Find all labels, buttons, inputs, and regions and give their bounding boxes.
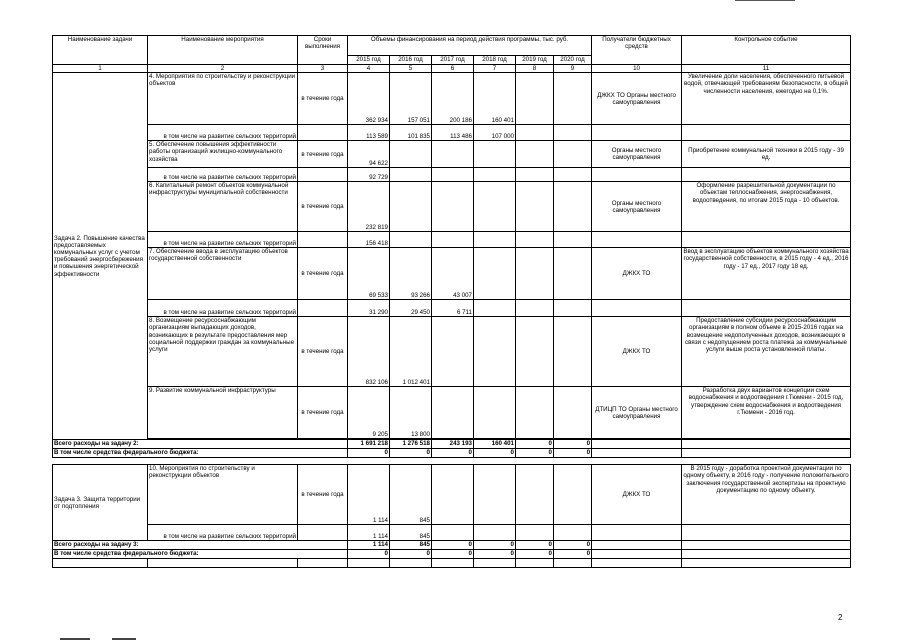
header-recipients: Получатели бюджетных средств [592, 36, 682, 65]
header-year: 2018 год [474, 56, 516, 65]
activity-4-2016: 157 051 [390, 73, 432, 125]
task-3-name: Задача 3. Защита территории от подтопления [53, 465, 148, 541]
task-2-total-2017: 243 193 [432, 440, 474, 449]
activity-5-term: в течение года [298, 141, 348, 168]
column-number: 11 [682, 65, 851, 73]
task-2-federal-2018: 0 [474, 449, 516, 458]
activity-4-rural-label: в том числе на развитие сельских территорий [148, 125, 298, 141]
header-activity: Наименование мероприятия [148, 36, 298, 65]
activity-10-2016: 845 [390, 465, 432, 525]
header-year: 2015 год [348, 56, 390, 65]
activity-4-rural-2015: 113 589 [348, 125, 390, 141]
activity-9-2016: 13 800 [390, 387, 432, 439]
task-2-total-2015: 1 691 218 [348, 440, 390, 449]
activity-8-event: Предоставление субсидии ресурсоснабжающим организациям в полном объеме в 2015-2016 годах на возмещение недополученных доходов, возникающих в связи с недопущением роста платежа за коммунальные услуги выше роста установленной платы. [682, 317, 851, 387]
header-year: 2020 год [554, 56, 592, 65]
activity-4-event: Увеличение доли населения, обеспеченного питьевой водой, отвечающей требованиям безопасности, в общей численности населения, ежегодно на 0,1%. [682, 73, 851, 125]
activity-8-recipient: ДЖКХ ТО [592, 317, 682, 387]
task-2-federal-2020: 0 [554, 449, 592, 458]
activity-7-recipient: ДЖКХ ТО [592, 248, 682, 300]
header-event: Контрольное событие [682, 36, 851, 65]
activity-4-rural-2018: 107 000 [474, 125, 516, 141]
header-year: 2016 год [390, 56, 432, 65]
task-3-federal-2017: 0 [432, 550, 474, 559]
top-edge-mark [735, 0, 795, 1]
header-year: 2019 год [516, 56, 554, 65]
activity-7-rural-2017: 6 711 [432, 300, 474, 317]
activity-4-name: 4. Мероприятия по строительству и реконструкции объектов [148, 73, 298, 125]
activity-9-recipient: ДТИЦП ТО Органы местного самоуправления [592, 387, 682, 439]
activity-10-rural-2015: 1 114 [348, 525, 390, 541]
funding-table [52, 35, 851, 568]
task-3-federal-2015: 0 [348, 550, 390, 559]
activity-6-term: в течение года [298, 182, 348, 232]
activity-10-rural-label: в том числе на развитие сельских территорий [148, 525, 298, 541]
task-2-federal-2019: 0 [516, 449, 554, 458]
activity-10-event: В 2015 году - доработка проектной документации по одному объекту, в 2016 году - получение положительного заключения государственной экспертизы на проектную документацию по одному объекту. [682, 465, 851, 525]
activity-6-recipient: Органы местного самоуправления [592, 182, 682, 232]
separator-row [53, 458, 851, 465]
task-2-federal-2015: 0 [348, 449, 390, 458]
header-funding: Объемы финансирования на период действия программы, тыс. руб. [348, 36, 592, 56]
column-number: 4 [348, 65, 390, 73]
task-2-name: Задача 2. Повышение качества предоставляемых коммунальных услуг с учетом требований энергосбережения и повышения энергетической эффективности [53, 73, 148, 440]
activity-6-rural-label: в том числе на развитие сельских территорий [148, 232, 298, 248]
activity-6-rural-2015: 156 418 [348, 232, 390, 248]
activity-8-2015: 832 106 [348, 317, 390, 387]
header-task: Наименование задачи [53, 36, 148, 65]
activity-4-2015: 362 934 [348, 73, 390, 125]
activity-8-name: 8. Возмещение ресурсоснабжающим организациям выпадающих доходов, возникающих в результате предоставления мер социальной поддержки граждан за коммунальные услуги [148, 317, 298, 387]
header-term: Сроки выполнения [298, 36, 348, 65]
activity-9-term: в течение года [298, 387, 348, 439]
column-number: 3 [298, 65, 348, 73]
activity-6-name: 6. Капитальный ремонт объектов коммунальной инфраструктуры муниципальной собственности [148, 182, 298, 232]
activity-4-rural-2016: 101 835 [390, 125, 432, 141]
activity-10-recipient: ДЖКХ ТО [592, 465, 682, 525]
column-number: 9 [554, 65, 592, 73]
task-3-total-2018: 0 [474, 541, 516, 550]
activity-10-name: 10. Мероприятия по строительству и реконструкции объектов [148, 465, 298, 525]
activity-5-rural-2015: 92 729 [348, 168, 390, 182]
task-2-total-2020: 0 [554, 440, 592, 449]
column-number: 6 [432, 65, 474, 73]
task-3-total-2020: 0 [554, 541, 592, 550]
task-2-total-label: Всего расходы на задачу 2: [53, 440, 348, 449]
activity-7-term: в течение года [298, 248, 348, 300]
task-2-total-2016: 1 276 518 [390, 440, 432, 449]
task-3-total-2017: 0 [432, 541, 474, 550]
column-number: 7 [474, 65, 516, 73]
activity-4-rural-2017: 113 486 [432, 125, 474, 141]
task-2-total-2018: 160 401 [474, 440, 516, 449]
activity-5-name: 5. Обеспечение повышения эффективности работы организаций жилищно-коммунального хозяйства [148, 141, 298, 168]
activity-7-event: Ввод в эксплуатацию объектов коммунального хозяйства государственной собственности, в 2015 году - 4 ед., 2016 году - 17 ед., 2017 году 18 ед. [682, 248, 851, 300]
activity-7-rural-label: в том числе на развитие сельских территорий [148, 300, 298, 317]
activity-10-rural-2016: 845 [390, 525, 432, 541]
activity-6-event: Оформление разрешительной документации по объектам теплоснабжения, энергоснабжения, водоотведения, по итогам 2015 года - 10 объектов. [682, 182, 851, 232]
task-3-total-2016: 845 [390, 541, 432, 550]
column-number: 1 [53, 65, 148, 73]
activity-9-name: 9. Развитие коммунальной инфраструктуры [148, 387, 298, 439]
activity-7-2017: 43 007 [432, 248, 474, 300]
activity-7-name: 7. Обеспечение ввода в эксплуатацию объектов государственной собственности [148, 248, 298, 300]
task-3-federal-2019: 0 [516, 550, 554, 559]
column-number: 5 [390, 65, 432, 73]
activity-4-2017: 200 186 [432, 73, 474, 125]
activity-8-2016: 1 012 401 [390, 317, 432, 387]
task-2-federal-2016: 0 [390, 449, 432, 458]
column-number: 2 [148, 65, 298, 73]
task-2-federal-2017: 0 [432, 449, 474, 458]
task-3-federal-2020: 0 [554, 550, 592, 559]
task-2-total-2019: 0 [516, 440, 554, 449]
activity-4-recipient: ДЖКХ ТО Органы местного самоуправления [592, 73, 682, 125]
task-3-total-2019: 0 [516, 541, 554, 550]
activity-4-term: в течение года [298, 73, 348, 125]
activity-5-recipient: Органы местного самоуправления [592, 141, 682, 168]
column-number: 10 [592, 65, 682, 73]
activity-7-rural-2015: 31 290 [348, 300, 390, 317]
task-3-federal-label: В том числе средства федерального бюджета: [53, 550, 348, 559]
activity-4-2018: 160 401 [474, 73, 516, 125]
activity-10-term: в течение года [298, 465, 348, 525]
activity-7-2016: 93 266 [390, 248, 432, 300]
task-3-federal-2016: 0 [390, 550, 432, 559]
activity-8-term: в течение года [298, 317, 348, 387]
activity-5-event: Приобретение коммунальной техники в 2015 году - 39 ед. [682, 141, 851, 168]
activity-9-event: Разработка двух вариантов концепции схем водоснабжения и водоотведения г.Тюмени - 2015 год, утверждение схем водоснабжения и водоотведения г.Тюмени - 2016 год. [682, 387, 851, 439]
activity-9-2015: 9 205 [348, 387, 390, 439]
activity-7-rural-2016: 29 450 [390, 300, 432, 317]
activity-5-rural-label: в том числе на развитие сельских территорий [148, 168, 298, 182]
header-year: 2017 год [432, 56, 474, 65]
task-3-federal-2018: 0 [474, 550, 516, 559]
task-2-federal-label: В том числе средства федерального бюджета: [53, 449, 348, 458]
activity-10-2015: 1 114 [348, 465, 390, 525]
activity-6-2015: 232 819 [348, 182, 390, 232]
program-table-sheet [52, 35, 850, 568]
page-number: 2 [838, 613, 843, 622]
activity-7-2015: 69 533 [348, 248, 390, 300]
activity-5-2015: 94 622 [348, 141, 390, 168]
column-number: 8 [516, 65, 554, 73]
task-3-total-2015: 1 114 [348, 541, 390, 550]
task-3-total-label: Всего расходы на задачу 3: [53, 541, 348, 550]
